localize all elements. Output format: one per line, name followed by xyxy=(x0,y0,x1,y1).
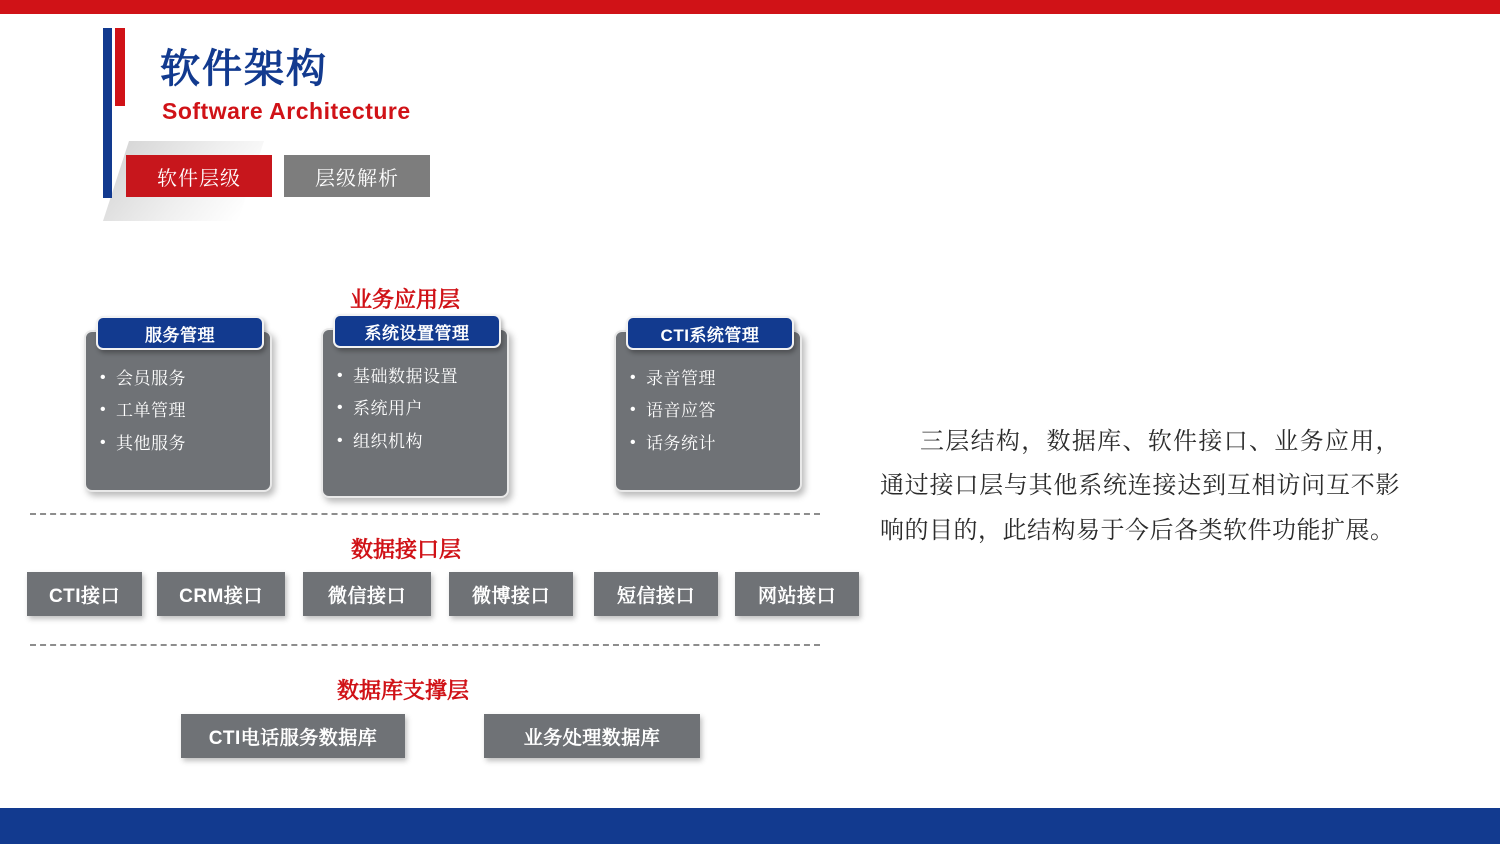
bullet-icon: • xyxy=(630,369,637,386)
database-chip-cti-phone-service[interactable]: CTI电话服务数据库 xyxy=(181,714,405,758)
list-item-label: 其他服务 xyxy=(116,433,186,453)
bottom-accent-bar xyxy=(0,808,1500,844)
app-card-item-list xyxy=(323,330,507,455)
app-card-title: 系统设置管理 xyxy=(333,314,501,348)
list-item xyxy=(337,396,507,422)
bullet-icon: • xyxy=(100,369,107,386)
list-item xyxy=(100,431,270,457)
app-card-cti-system-management[interactable] xyxy=(614,325,802,492)
list-item xyxy=(630,366,800,392)
bullet-icon: • xyxy=(337,399,344,417)
bullet-icon: • xyxy=(630,433,637,451)
interface-chip-weibo[interactable]: 微博接口 xyxy=(449,572,573,616)
list-item-label: 系统用户 xyxy=(353,399,423,419)
list-item-label: 语音应答 xyxy=(646,401,716,421)
list-item-label: 录音管理 xyxy=(646,369,716,388)
bullet-icon: • xyxy=(630,401,637,419)
layer-divider-lower xyxy=(30,644,820,646)
interface-chip-wechat[interactable]: 微信接口 xyxy=(303,572,431,616)
bullet-icon: • xyxy=(337,431,344,449)
list-item-label: 组织机构 xyxy=(353,431,423,451)
list-item xyxy=(100,398,270,424)
description-paragraph: 三层结构，数据库、软件接口、业务应用，通过接口层与其他系统连接达到互相访问互不影响的目的，此结构易于今后各类软件功能扩展。 xyxy=(880,428,1400,544)
tab-software-layers[interactable]: 软件层级 xyxy=(126,155,272,197)
page-title-cn: 软件架构 xyxy=(160,47,328,91)
list-item xyxy=(337,429,507,455)
bullet-icon: • xyxy=(100,433,107,451)
bullet-icon: • xyxy=(100,401,107,419)
interface-chip-website[interactable]: 网站接口 xyxy=(735,572,859,616)
bullet-icon: • xyxy=(337,367,344,384)
layer-label-interface: 数据接口层 xyxy=(351,537,462,562)
app-card-service-management[interactable] xyxy=(84,325,272,492)
layer-label-application: 业务应用层 xyxy=(350,287,461,312)
list-item-label: 话务统计 xyxy=(646,433,716,453)
interface-chip-sms[interactable]: 短信接口 xyxy=(594,572,718,616)
layer-divider-upper xyxy=(30,513,820,515)
list-item xyxy=(337,364,507,390)
app-card-system-settings-management[interactable] xyxy=(321,323,509,498)
app-card-item-list xyxy=(86,332,270,457)
list-item-label: 会员服务 xyxy=(116,369,186,388)
list-item-label: 工单管理 xyxy=(116,401,186,421)
layer-label-database: 数据库支撑层 xyxy=(337,678,470,703)
list-item xyxy=(630,431,800,457)
list-item-label: 基础数据设置 xyxy=(353,367,458,386)
app-card-title: CTI系统管理 xyxy=(626,316,794,350)
page-title-en: Software Architecture xyxy=(162,98,411,124)
database-chip-business-processing[interactable]: 业务处理数据库 xyxy=(484,714,700,758)
list-item xyxy=(100,366,270,392)
interface-chip-cti[interactable]: CTI接口 xyxy=(27,572,142,616)
interface-chip-crm[interactable]: CRM接口 xyxy=(157,572,285,616)
app-card-title: 服务管理 xyxy=(96,316,264,350)
list-item xyxy=(630,398,800,424)
app-card-item-list xyxy=(616,332,800,457)
tab-layer-analysis[interactable]: 层级解析 xyxy=(284,155,430,197)
